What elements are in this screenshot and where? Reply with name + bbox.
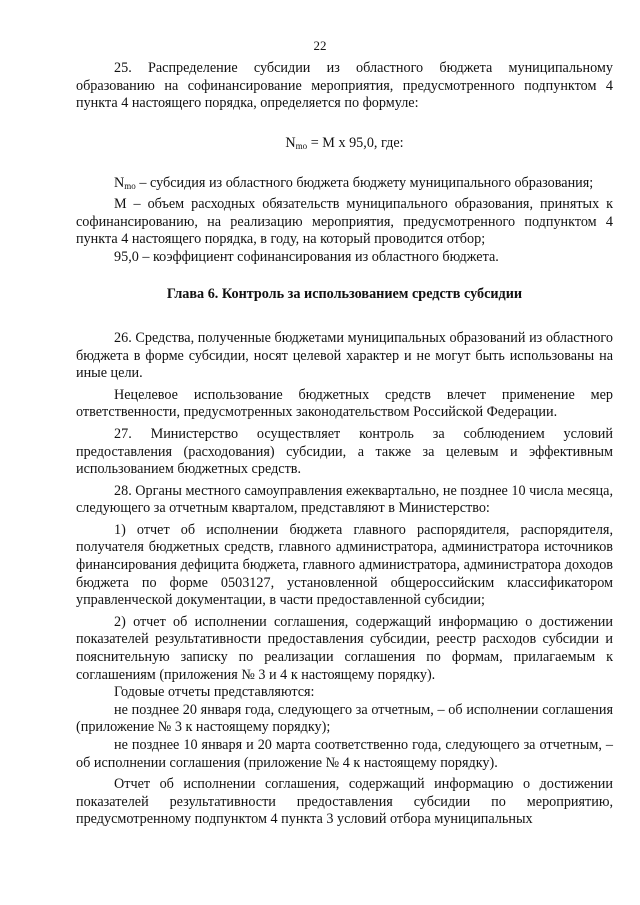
annual-reports-intro: Годовые отчеты представляются:	[114, 684, 315, 701]
def-nmo-rest: – субсидия из областного бюджета бюджету муниципального образования;	[135, 175, 594, 192]
closing-paragraph: Отчет об исполнении соглашения, содержащий информацию о достижении показателей результативности предоставления субсидии по мероприятию, предусмотренному подпунктом 4 пункта 3 условий отбора муниципальных	[76, 776, 613, 828]
definition-coefficient: 95,0 – коэффициент софинансирования из областного бюджета.	[114, 248, 499, 265]
formula-n: N	[285, 134, 296, 151]
paragraph-28: 28. Органы местного самоуправления ежеквартально, не позднее 10 числа месяца, следующего за отчетным кварталом, представляют в Министерство:	[76, 482, 613, 517]
definition-nmo	[76, 175, 613, 196]
paragraph-28-item-2: 2) отчет об исполнении соглашения, содержащий информацию о достижении показателей результативности предоставления субсидии, реестр расходов субсидии и пояснительную записку по реализации соглашения по формам, прилагаемым к соглашениям (приложения № 3 и 4 к настоящему порядку).	[76, 613, 613, 683]
paragraph-28-item-1: 1) отчет об исполнении бюджета главного распорядителя, распорядителя, получателя бюджетных средств, главного администратора, администратора источников финансирования дефицита бюджета, главного администратора, администратора доходов бюджета по форме 0503127, установленной общероссийским классификатором управленческой документации, в части предоставленной субсидии;	[76, 521, 613, 609]
paragraph-26: 26. Средства, полученные бюджетами муниципальных образований из областного бюджета в форме субсидии, носят целевой характер и не могут быть использованы на иные цели.	[76, 329, 613, 382]
page-number: 22	[313, 38, 327, 53]
chapter-heading: Глава 6. Контроль за использованием средств субсидии	[166, 286, 523, 303]
paragraph-27: 27. Министерство осуществляет контроль за соблюдением условий предоставления (расходования) субсидии, а также за целевым и эффективным использованием бюджетных средств.	[76, 425, 613, 478]
document-body	[76, 60, 613, 829]
formula-sub: mo	[295, 140, 308, 151]
formula	[76, 135, 613, 156]
annual-report-2: не позднее 10 января и 20 марта соответственно года, следующего за отчетным, – об исполнении соглашения (приложение № 4 к настоящему порядку).	[76, 737, 613, 771]
paragraph-25: 25. Распределение субсидии из областного бюджета муниципальному образованию на софинансирование мероприятия, предусмотренного подпунктом 4 пункта 4 настоящего порядка, определяется по формуле:	[76, 60, 613, 112]
formula-rest: = M x 95,0, где:	[307, 134, 404, 151]
annual-report-1: не позднее 20 января года, следующего за отчетным, – об исполнении соглашения (приложение № 3 к настоящему порядку);	[76, 701, 613, 736]
paragraph-26-misuse: Нецелевое использование бюджетных средств влечет применение мер ответственности, предусмотренных законодательством Российской Федерации.	[76, 386, 613, 421]
definition-m: M – объем расходных обязательств муниципального образования, принятых к софинансированию, на реализацию мероприятия, предусмотренного подпунктом 4 пункта 4 настоящего порядка, в году, на который проводится отбор;	[76, 195, 613, 248]
def-nmo-n: N	[114, 175, 125, 192]
def-nmo-sub: mo	[124, 181, 136, 192]
